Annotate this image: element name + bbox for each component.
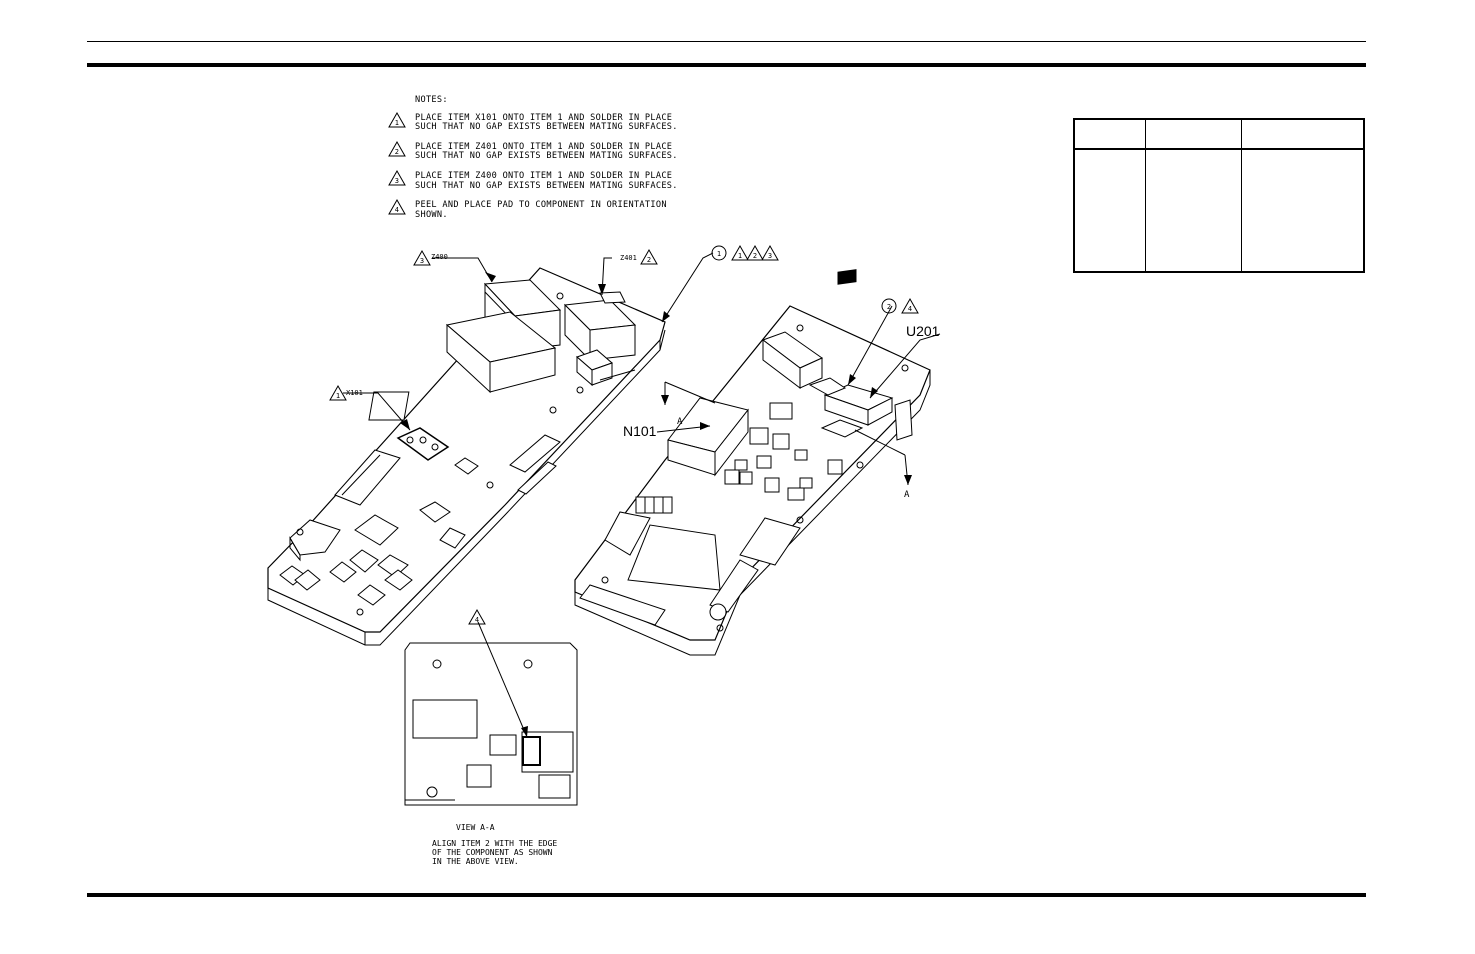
x101-component (398, 428, 448, 460)
flag-number: 1 (737, 252, 743, 260)
left-board (268, 268, 665, 645)
view-note-line: IN THE ABOVE VIEW. (432, 857, 519, 866)
right-connector (580, 585, 665, 625)
flag-number: 3 (767, 252, 773, 260)
right-large-chip (605, 512, 720, 590)
note-line: SHOWN. (415, 209, 448, 220)
flag-number: 1 (394, 118, 400, 127)
note-line: PLACE ITEM Z401 ONTO ITEM 1 AND SOLDER IN PLACE (415, 141, 673, 152)
flag-number: 3 (394, 176, 400, 185)
flag-number: 2 (646, 256, 652, 264)
item-number: 1 (716, 250, 722, 258)
view-title: VIEW A-A (456, 823, 495, 832)
n101-label: N101 (623, 423, 657, 439)
u201-label: U201 (906, 323, 940, 339)
view-note-line: OF THE COMPONENT AS SHOWN (432, 848, 553, 857)
view-note-line: ALIGN ITEM 2 WITH THE EDGE (432, 839, 558, 848)
note-line: PEEL AND PLACE PAD TO COMPONENT IN ORIENTATION (415, 200, 667, 211)
z400-label: Z400 (431, 253, 448, 261)
z401-label: Z401 (620, 254, 637, 262)
z401-component (565, 292, 635, 360)
x101-label: X101 (346, 389, 363, 397)
flag-number: 1 (335, 392, 341, 400)
section-a-label: A (677, 417, 683, 427)
note-line: PLACE ITEM X101 ONTO ITEM 1 AND SOLDER IN PLACE (415, 112, 673, 123)
note-line: PLACE ITEM Z400 ONTO ITEM 1 AND SOLDER IN PLACE (415, 170, 673, 181)
flag-number: 3 (419, 257, 425, 265)
view-note (432, 839, 557, 866)
flag-number: 4 (394, 206, 400, 215)
item-number: 2 (886, 303, 892, 311)
view-a-a (405, 643, 577, 805)
note-line: SUCH THAT NO GAP EXISTS BETWEEN MATING SURFACES. (415, 122, 678, 133)
notes-title: NOTES: (415, 95, 448, 105)
note-line: SUCH THAT NO GAP EXISTS BETWEEN MATING SURFACES. (415, 151, 678, 162)
section-a-label: A (904, 490, 910, 500)
flag-number: 2 (394, 147, 400, 156)
flag-number: 4 (907, 305, 913, 313)
flag-number: 2 (752, 252, 758, 260)
note-line: SUCH THAT NO GAP EXISTS BETWEEN MATING SURFACES. (415, 180, 678, 191)
left-connector-strip (335, 450, 400, 505)
right-top-shield (763, 332, 822, 388)
flag-number: 4 (474, 616, 480, 624)
